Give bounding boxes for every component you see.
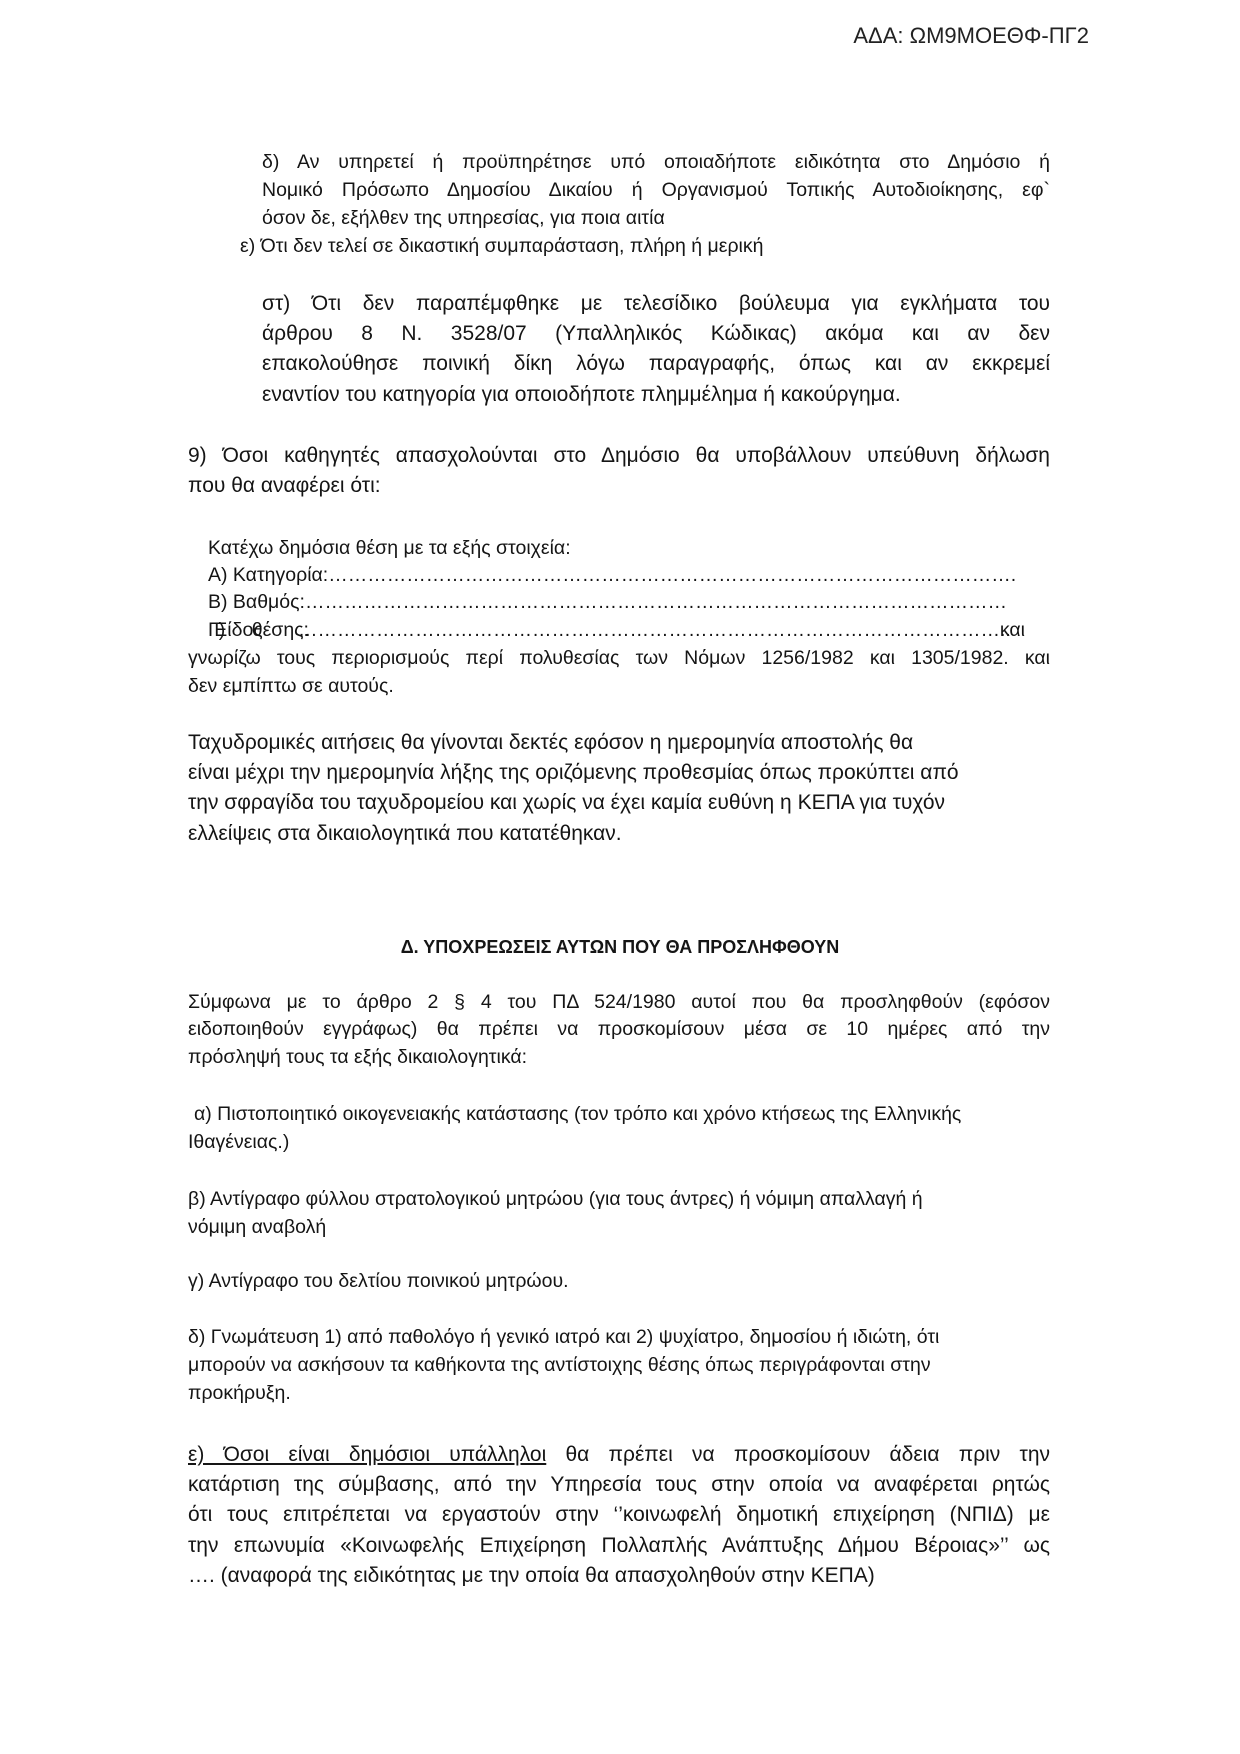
doc-c-line: γ) Αντίγραφο του δελτίου ποινικού μητρώου. bbox=[188, 1270, 569, 1292]
declaration-line-1: γνωρίζω τους περιορισμούς περί πολυθεσίας των Νόμων 1256/1982 και 1305/1982. και bbox=[188, 647, 1050, 669]
doc-d-line-1: δ) Γνωμάτευση 1) από παθολόγο ή γενικό ιατρό και 2) ψυχίατρο, δημοσίου ή ιδιώτη, ότι bbox=[188, 1326, 940, 1348]
ada-code: ΑΔΑ: ΩΜ9ΜΟΕΘΦ-ΠΓ2 bbox=[853, 23, 1089, 48]
doc-d-line-2: μπορούν να ασκήσουν τα καθήκοντα της αντίστοιχης θέσης όπως περιγράφονται στην bbox=[188, 1354, 931, 1376]
doc-a-line-2: Ιθαγένειας.) bbox=[188, 1131, 290, 1153]
doc-e-line-1 bbox=[188, 1441, 1050, 1468]
item-d-line-1: δ) Αν υπηρετεί ή προϋπηρέτησε υπό οποιαδήποτε ειδικότητα στο Δημόσιο ή bbox=[262, 151, 1050, 173]
doc-e-line-4: την επωνυμία «Κοινωφελής Επιχείρηση Πολλαπλής Ανάπτυξης Δήμου Βέροιας»’’ ως bbox=[188, 1534, 1050, 1557]
declaration-category-field: Α) Κατηγορία:……………………………………………………………………………………………. bbox=[208, 564, 1017, 586]
item-d-line-3: όσον δε, εξήλθεν της υπηρεσίας, για ποια αιτία bbox=[262, 207, 665, 229]
doc-e-line-3: ότι τους επιτρέπεται να εργαστούν στην ‘’κοινωφελή δημοτική επιχείρηση (ΝΠΙΔ) με bbox=[188, 1503, 1050, 1526]
declaration-intro: Κατέχω δημόσια θέση με τα εξής στοιχεία: bbox=[208, 537, 571, 559]
declaration-rank-field: Β) Βαθμός:……………………………………………………………………………………………… bbox=[208, 591, 1007, 613]
postal-note-line-3: την σφραγίδα του ταχυδρομείου και χωρίς να έχει καμία ευθύνη η ΚΕΠΑ για τυχόν bbox=[188, 791, 945, 814]
doc-e-line-1-text: θα πρέπει να προσκομίσουν άδεια πριν την bbox=[546, 1443, 1050, 1466]
item-d-line-2: Νομικό Πρόσωπο Δημοσίου Δικαίου ή Οργανισμού Τοπικής Αυτοδιοίκησης, εφ` bbox=[262, 179, 1050, 201]
postal-note-line-1: Ταχυδρομικές αιτήσεις θα γίνονται δεκτές εφόσον η ημερομηνία αποστολής θα bbox=[188, 731, 914, 754]
item-st-line-3: επακολούθησε ποινική δίκη λόγω παραγραφής, όπως και αν εκκρεμεί bbox=[262, 352, 1050, 375]
postal-note-line-2: είναι μέχρι την ημερομηνία λήξης της οριζόμενης προθεσμίας όπως προκύπτει από bbox=[188, 761, 959, 784]
section-d-intro-line-2: ειδοποιηθούν εγγράφως) θα πρέπει να προσκομίσουν μέσα σε 10 ημέρες από την bbox=[188, 1018, 1050, 1040]
doc-e-line-2: κατάρτιση της σύμβασης, από την Υπηρεσία τους στην οποία να αναφέρεται ρητώς bbox=[188, 1473, 1050, 1496]
item-9-line-1: 9) Όσοι καθηγητές απασχολούνται στο Δημόσιο θα υποβάλλουν υπεύθυνη δήλωση bbox=[188, 444, 1050, 467]
doc-b-line-1: β) Αντίγραφο φύλλου στρατολογικού μητρώου (για τους άντρες) ή νόμιμη απαλλαγή ή bbox=[188, 1188, 923, 1210]
doc-a-line-1: α) Πιστοποιητικό οικογενειακής κατάστασης (τον τρόπο και χρόνο κτήσεως της Ελληνικής bbox=[194, 1103, 962, 1125]
item-e-line: ε) Ότι δεν τελεί σε δικαστική συμπαράσταση, πλήρη ή μερική bbox=[240, 235, 764, 257]
doc-e-underlined-label: ε) Όσοι είναι δημόσιοι υπάλληλοι bbox=[188, 1443, 547, 1466]
item-st-line-2: άρθρου 8 Ν. 3528/07 (Υπαλληλικός Κώδικας) ακόμα και αν δεν bbox=[262, 322, 1050, 345]
doc-e-line-5: …. (αναφορά της ειδικότητας με την οποία θα απασχοληθούν στην ΚΕΠΑ) bbox=[188, 1564, 875, 1587]
section-d-intro-line-1: Σύμφωνα με το άρθρο 2 § 4 του ΠΔ 524/1980 αυτοί που θα προσληφθούν (εφόσον bbox=[188, 991, 1050, 1013]
doc-b-line-2: νόμιμη αναβολή bbox=[188, 1216, 327, 1238]
item-st-line-1: στ) Ότι δεν παραπέμφθηκε με τελεσίδικο βούλευμα για εγκλήματα του bbox=[262, 292, 1050, 315]
section-d-intro-line-3: πρόσληψή τους τα εξής δικαιολογητικά: bbox=[188, 1046, 528, 1068]
postal-note-line-4: ελλείψεις στα δικαιολογητικά που κατατέθηκαν. bbox=[188, 822, 622, 845]
item-st-line-4: εναντίον του κατηγορία για οποιοδήποτε πλημμέλημα ή κακούργημα. bbox=[262, 383, 901, 406]
declaration-line-2: δεν εμπίπτω σε αυτούς. bbox=[188, 675, 394, 697]
section-d-heading: Δ. ΥΠΟΧΡΕΩΣΕΙΣ ΑΥΤΩΝ ΠΟΥ ΘΑ ΠΡΟΣΛΗΦΘΟΥΝ bbox=[400, 937, 840, 957]
declaration-position-type-field: Γ) Είδος θέσης: ……………………………………………………………………………………………….. και bbox=[208, 619, 1025, 641]
doc-d-line-3: προκήρυξη. bbox=[188, 1382, 291, 1404]
item-9-line-2: που θα αναφέρει ότι: bbox=[188, 474, 381, 497]
